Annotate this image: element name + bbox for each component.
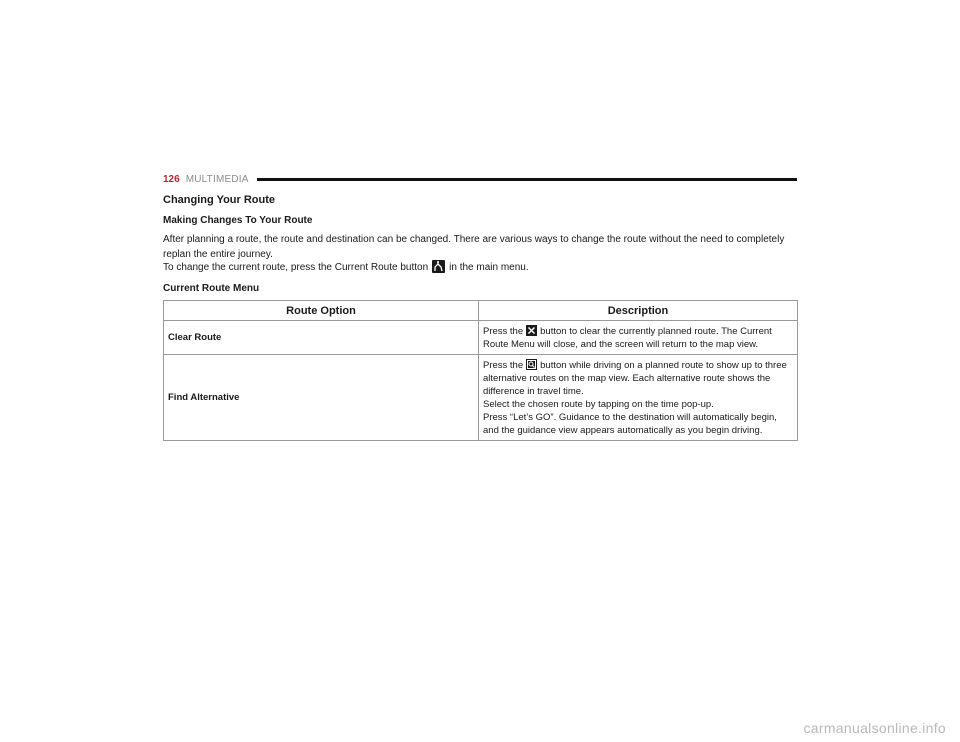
description-text: button to clear the currently planned route. The Current [540, 326, 772, 337]
description-line: Select the chosen route by tapping on the time pop-up. [483, 399, 714, 410]
description-line [483, 325, 793, 338]
current-route-paragraph [163, 260, 797, 275]
current-route-icon [432, 260, 445, 273]
page-header [163, 171, 797, 187]
description-line: Press “Let’s GO”. Guidance to the destination will automatically begin, [483, 412, 777, 423]
description-find-alternative [479, 355, 798, 441]
table-header-row [164, 301, 798, 321]
intro-paragraph: After planning a route, the route and destination can be changed. There are various ways to change the route without the need to completely replan the entire journey. [163, 234, 785, 260]
description-line: alternative routes on the map view. Each alternative route shows the [483, 373, 771, 384]
find-alternative-icon [526, 359, 537, 370]
section-name: MULTIMEDIA [185, 173, 249, 185]
column-header-route-option: Route Option [164, 301, 479, 321]
description-text: Press the [483, 326, 524, 337]
section-heading: Changing Your Route [163, 194, 276, 206]
description-line [483, 359, 793, 372]
description-line: and the guidance view appears automatically as you begin driving. [483, 425, 763, 436]
clear-route-icon [526, 325, 537, 336]
description-line: difference in travel time. [483, 386, 584, 397]
table-row-clear-route [164, 321, 798, 355]
route-options-table [163, 300, 798, 441]
paragraph-text-before: To change the current route, press the Current Route button [163, 262, 429, 273]
route-option-clear-route: Clear Route [164, 321, 479, 355]
page-number: 126 [163, 173, 180, 185]
column-header-description: Description [479, 301, 798, 321]
table-title: Current Route Menu [163, 283, 260, 294]
watermark: carmanualsonline.info [803, 720, 946, 736]
header-rule [257, 178, 797, 181]
paragraph-text-after: in the main menu. [449, 262, 529, 273]
description-line: Route Menu will close, and the screen will return to the map view. [483, 339, 759, 350]
description-text: button while driving on a planned route to show up to three [540, 360, 787, 371]
table-row-find-alternative [164, 355, 798, 441]
description-text: Press the [483, 360, 524, 371]
description-clear-route [479, 321, 798, 355]
subsection-heading: Making Changes To Your Route [163, 215, 313, 226]
route-option-find-alternative: Find Alternative [164, 355, 479, 441]
